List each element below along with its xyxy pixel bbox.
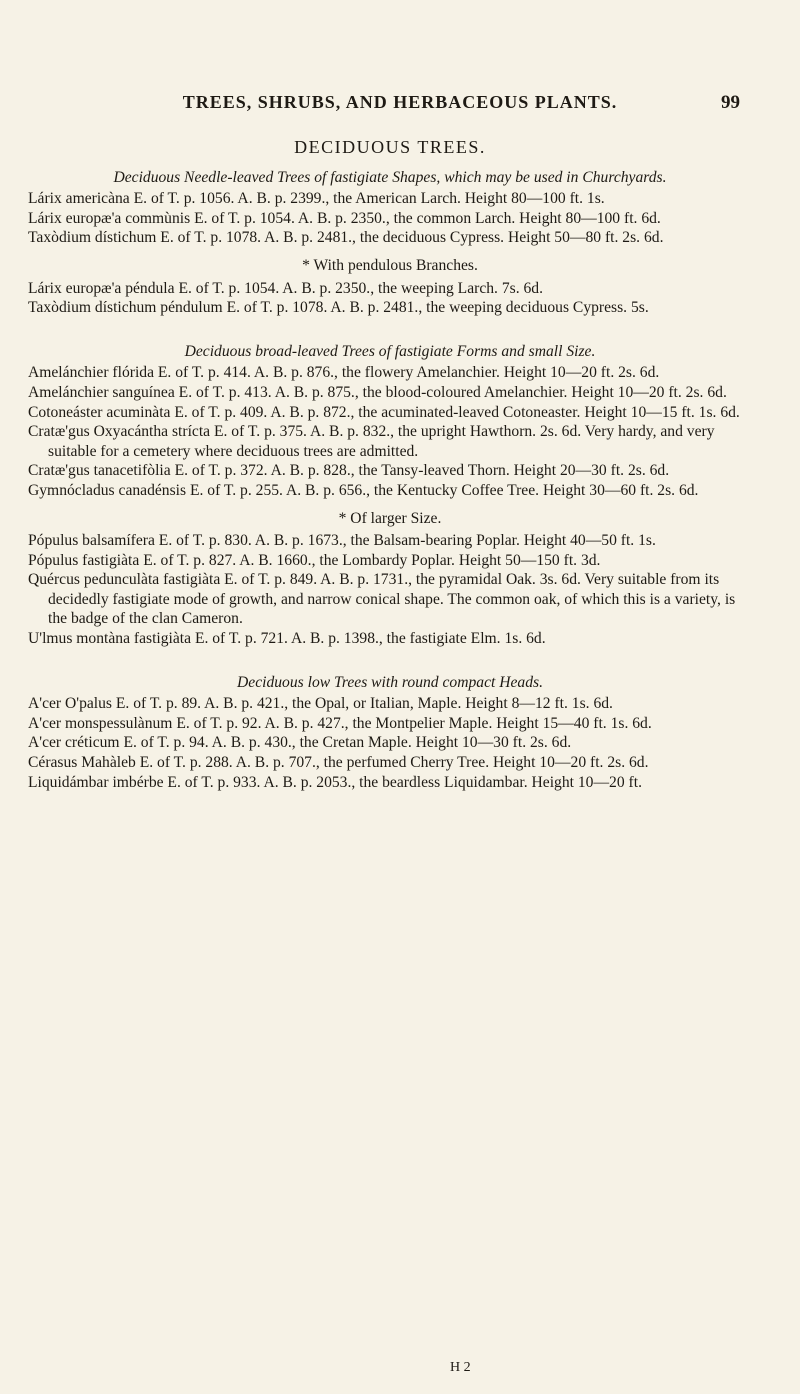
plant-entry: A'cer créticum E. of T. p. 94. A. B. p. 430., the Cretan Maple. Height 10—30 ft. 2s. 6d. [28, 734, 572, 752]
section-heading: Deciduous low Trees with round compact Heads. [237, 673, 543, 691]
plant-entry: Cérasus Mahàleb E. of T. p. 288. A. B. p. 707., the perfumed Cherry Tree. Height 10—20 ft. 2s. 6d. [28, 754, 649, 772]
section-broad-leaved [28, 342, 752, 649]
plant-entry: Amelánchier flórida E. of T. p. 414. A. B. p. 876., the flowery Amelanchier. Height 10—20 ft. 2s. 6d. [28, 364, 660, 382]
plant-entry: A'cer O'palus E. of T. p. 89. A. B. p. 421., the Opal, or Italian, Maple. Height 8—12 ft. 1s. 6d. [28, 695, 613, 713]
plant-entry: Taxòdium dístichum E. of T. p. 1078. A. B. p. 2481., the deciduous Cypress. Height 50—80 ft. 2s. 6d. [28, 229, 664, 247]
section-needle-leaved [28, 168, 752, 318]
page-number: 99 [721, 92, 740, 113]
page-body [28, 138, 752, 792]
plant-entry: Quércus pedunculàta fastigiàta E. of T. p. 849. A. B. p. 1731., the pyramidal Oak. 3s. 6d. Very suitable from its decidedly fastigiate mode of growth, and narrow conical shape. The common oak, of which this is a variety, is the badge of the clan Cameron. [28, 571, 736, 628]
plant-entry: Pópulus balsamífera E. of T. p. 830. A. B. p. 1673., the Balsam-bearing Poplar. Height 40—50 ft. 1s. [28, 532, 656, 550]
plant-entry: Cratæ'gus Oxyacántha strícta E. of T. p. 375. A. B. p. 832., the upright Hawthorn. 2s. 6d. Very hardy, and very suitable for a cemetery where deciduous trees are admitted. [28, 423, 715, 460]
section-heading: Deciduous broad-leaved Trees of fastigiate Forms and small Size. [184, 342, 596, 360]
subsection-heading: * With pendulous Branches. [302, 256, 478, 274]
section-heading: Deciduous Needle-leaved Trees of fastigiate Shapes, which may be used in Churchyards. [113, 168, 667, 186]
plant-entry: A'cer monspessulànum E. of T. p. 92. A. B. p. 427., the Montpelier Maple. Height 15—40 ft. 1s. 6d. [28, 714, 652, 732]
plant-entry: Gymnócladus canadénsis E. of T. p. 255. A. B. p. 656., the Kentucky Coffee Tree. Height 30—60 ft. 2s. 6d. [28, 481, 699, 499]
plant-entry: Lárix europæ'a péndula E. of T. p. 1054. A. B. p. 2350., the weeping Larch. 7s. 6d. [28, 279, 543, 297]
plant-entry: Cratæ'gus tanacetifòlia E. of T. p. 372. A. B. p. 828., the Tansy-leaved Thorn. Height 20—30 ft. 2s. 6d. [28, 462, 670, 480]
plant-entry: Cotoneáster acuminàta E. of T. p. 409. A. B. p. 872., the acuminated-leaved Cotoneaster. Height 10—15 ft. 1s. 6d. [28, 403, 740, 421]
plant-entry: Lárix americàna E. of T. p. 1056. A. B. p. 2399., the American Larch. Height 80—100 ft. 1s. [28, 190, 605, 208]
plant-entry: Pópulus fastigiàta E. of T. p. 827. A. B. 1660., the Lombardy Poplar. Height 50—150 ft. 3d. [28, 551, 601, 569]
running-head [60, 92, 740, 118]
main-title: DECIDUOUS TREES. [294, 137, 486, 157]
signature-mark: H 2 [450, 1360, 471, 1375]
subsection-heading: * Of larger Size. [338, 509, 442, 527]
plant-entry: Liquidámbar imbérbe E. of T. p. 933. A. B. p. 2053., the beardless Liquidambar. Height 10—20 ft. [28, 773, 642, 791]
section-round-heads [28, 673, 752, 793]
running-title: TREES, SHRUBS, AND HERBACEOUS PLANTS. [182, 92, 618, 112]
plant-entry: Lárix europæ'a commùnis E. of T. p. 1054. A. B. p. 2350., the common Larch. Height 80—100 ft. 6d. [28, 209, 661, 227]
plant-entry: Amelánchier sanguínea E. of T. p. 413. A. B. p. 875., the blood-coloured Amelanchier. Height 10—20 ft. 2s. 6d. [28, 383, 727, 401]
plant-entry: U'lmus montàna fastigiàta E. of T. p. 721. A. B. p. 1398., the fastigiate Elm. 1s. 6d. [28, 630, 546, 648]
plant-entry: Taxòdium dístichum péndulum E. of T. p. 1078. A. B. p. 2481., the weeping deciduous Cypress. 5s. [28, 299, 649, 317]
